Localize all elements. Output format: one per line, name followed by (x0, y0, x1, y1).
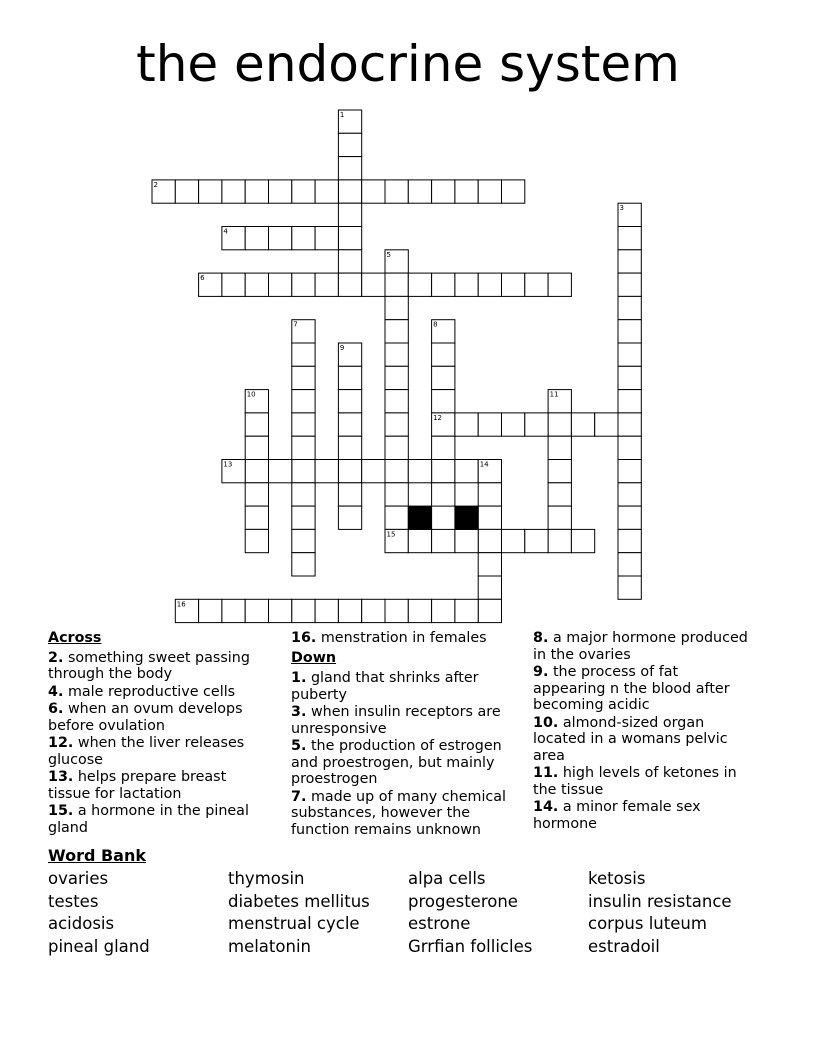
clue-number: 11 (549, 390, 559, 399)
clue-number: 7 (293, 320, 298, 329)
grid-cell[interactable] (455, 529, 478, 552)
clues-column-3 (533, 630, 755, 833)
down-clue: 3. when insulin receptors are unresponsive (291, 704, 501, 737)
across-clue: 4. male reproductive cells (48, 683, 236, 700)
word-bank-item: corpus luteum (588, 914, 707, 934)
grid-cell[interactable] (385, 343, 408, 366)
grid-block (455, 506, 478, 529)
grid-cell[interactable] (618, 366, 641, 389)
grid-cell[interactable] (385, 460, 408, 483)
down-clue: 9. the process of fat appearing n the blood after becoming acidic (533, 664, 730, 713)
grid-cell[interactable] (292, 506, 315, 529)
grid-cell[interactable] (175, 180, 198, 203)
grid-cell[interactable] (548, 529, 571, 552)
grid-cell[interactable] (478, 483, 501, 506)
grid-cell[interactable] (269, 273, 292, 296)
grid-cell[interactable] (338, 506, 361, 529)
page-title: the endocrine system (136, 35, 680, 93)
grid-cell[interactable] (338, 203, 361, 226)
grid-cell[interactable] (385, 599, 408, 622)
grid-cell[interactable] (455, 273, 478, 296)
grid-cell[interactable] (478, 553, 501, 576)
word-bank-item: acidosis (48, 914, 115, 934)
across-heading: Across (48, 630, 102, 646)
grid-cell[interactable] (408, 180, 431, 203)
grid-cell[interactable] (338, 390, 361, 413)
grid-cell[interactable] (408, 273, 431, 296)
word-bank-item: melatonin (228, 936, 311, 956)
grid-cell[interactable] (315, 599, 338, 622)
grid-cell[interactable] (525, 529, 548, 552)
grid-cell[interactable] (408, 460, 431, 483)
grid-cell[interactable] (571, 413, 594, 436)
word-bank-item: diabetes mellitus (228, 891, 370, 911)
grid-cell[interactable] (502, 273, 525, 296)
grid-cell[interactable] (618, 436, 641, 459)
grid-cell[interactable] (385, 436, 408, 459)
grid-block (408, 506, 431, 529)
word-bank-item: progesterone (408, 891, 518, 911)
grid-cell[interactable] (292, 413, 315, 436)
grid-cell[interactable] (292, 529, 315, 552)
clue-number: 16 (176, 600, 186, 609)
grid-cell[interactable] (432, 529, 455, 552)
down-clue: 11. high levels of ketones in the tissue (533, 765, 737, 798)
grid-cell[interactable] (618, 273, 641, 296)
grid-cell[interactable] (432, 366, 455, 389)
word-bank-item: ovaries (48, 869, 109, 888)
grid-cell[interactable] (432, 180, 455, 203)
clue-number: 14 (479, 460, 489, 469)
grid-cell[interactable] (385, 180, 408, 203)
clue-number: 5 (386, 250, 391, 259)
word-bank (48, 868, 788, 958)
grid-cell[interactable] (245, 273, 268, 296)
grid-cell[interactable] (432, 599, 455, 622)
across-clue: 12. when the liver releases glucose (48, 735, 245, 768)
grid-cell[interactable] (502, 529, 525, 552)
grid-cell[interactable] (292, 460, 315, 483)
grid-cell[interactable] (338, 599, 361, 622)
down-clue: 7. made up of many chemical substances, however the function remains unknown (291, 788, 507, 838)
grid-cell[interactable] (338, 460, 361, 483)
across-clue: 2. something sweet passing through the body (48, 649, 250, 682)
grid-cell[interactable] (292, 599, 315, 622)
grid-cell[interactable] (478, 180, 501, 203)
down-clue: 8. a major hormone produced in the ovaries (533, 630, 748, 663)
grid-cell[interactable] (408, 599, 431, 622)
grid-cell[interactable] (245, 506, 268, 529)
grid-cell[interactable] (385, 296, 408, 319)
grid-cell[interactable] (338, 366, 361, 389)
grid-cell[interactable] (385, 413, 408, 436)
clue-number: 6 (200, 274, 205, 283)
grid-cell[interactable] (478, 599, 501, 622)
grid-cell[interactable] (618, 553, 641, 576)
grid-cell[interactable] (432, 436, 455, 459)
clue-number: 9 (339, 344, 345, 352)
down-clue: 5. the production of estrogen and proestrogen, but mainly proestrogen (291, 738, 502, 787)
grid-cell[interactable] (245, 180, 268, 203)
grid-cell[interactable] (362, 180, 385, 203)
grid-cell[interactable] (385, 366, 408, 389)
clues-column-2 (291, 630, 513, 839)
grid-cell[interactable] (245, 436, 268, 459)
grid-cell[interactable] (245, 460, 268, 483)
down-clue: 14. a minor female sex hormone (533, 799, 701, 832)
grid-cell[interactable] (432, 390, 455, 413)
clue-number: 15 (386, 530, 396, 539)
down-clue: 10. almond-sized organ located in a womans pelvic area (533, 714, 728, 764)
grid-cell[interactable] (315, 227, 338, 250)
grid-cell[interactable] (292, 553, 315, 576)
clue-number: 1 (339, 111, 345, 119)
clue-number: 12 (433, 413, 443, 422)
word-bank-item: testes (48, 891, 99, 911)
grid-cell[interactable] (292, 227, 315, 250)
grid-cell[interactable] (455, 460, 478, 483)
grid-cell[interactable] (548, 273, 571, 296)
grid-cell[interactable] (292, 483, 315, 506)
clues-column-1 (48, 630, 270, 837)
grid-cell[interactable] (338, 157, 361, 180)
grid-cell[interactable] (269, 460, 292, 483)
word-bank-item: pineal gland (48, 936, 150, 956)
clue-number: 13 (223, 460, 233, 469)
clue-number: 3 (619, 204, 624, 213)
clue-number: 4 (223, 227, 228, 236)
grid-cell[interactable] (385, 273, 408, 296)
across-clue: 16. menstration in females (291, 630, 487, 646)
grid-cell[interactable] (478, 506, 501, 529)
clue-number: 2 (153, 180, 158, 189)
word-bank-item: estradoil (588, 936, 660, 956)
word-bank-item: Grrfian follicles (408, 936, 533, 956)
grid-cell[interactable] (571, 529, 594, 552)
grid-cell[interactable] (432, 343, 455, 366)
clue-number: 10 (246, 390, 256, 399)
grid-cell[interactable] (618, 343, 641, 366)
grid-cell[interactable] (362, 460, 385, 483)
grid-cell[interactable] (618, 413, 641, 436)
grid-cell[interactable] (245, 483, 268, 506)
grid-cell[interactable] (385, 506, 408, 529)
grid-cell[interactable] (385, 483, 408, 506)
down-heading: Down (291, 649, 337, 666)
grid-cell[interactable] (269, 180, 292, 203)
down-clue: 1. gland that shrinks after puberty (291, 670, 479, 703)
grid-cell[interactable] (502, 180, 525, 203)
grid-cell[interactable] (478, 273, 501, 296)
grid-cell[interactable] (455, 413, 478, 436)
grid-cell[interactable] (245, 413, 268, 436)
word-bank-item: ketosis (588, 869, 646, 888)
grid-cell[interactable] (548, 460, 571, 483)
grid-cell[interactable] (618, 576, 641, 599)
grid-cell[interactable] (618, 506, 641, 529)
grid-cell[interactable] (245, 599, 268, 622)
grid-cell[interactable] (292, 343, 315, 366)
grid-cell[interactable] (548, 483, 571, 506)
grid-cell[interactable] (338, 227, 361, 250)
grid-cell[interactable] (199, 599, 222, 622)
grid-cell[interactable] (618, 250, 641, 273)
grid-cell[interactable] (595, 413, 618, 436)
grid-cell[interactable] (315, 460, 338, 483)
grid-cell[interactable] (245, 529, 268, 552)
grid-cell[interactable] (222, 599, 245, 622)
grid-cell[interactable] (432, 483, 455, 506)
grid-cell[interactable] (269, 599, 292, 622)
grid-cell[interactable] (432, 460, 455, 483)
grid-cell[interactable] (548, 436, 571, 459)
grid-cell[interactable] (618, 296, 641, 319)
grid-cell[interactable] (478, 576, 501, 599)
grid-cell[interactable] (362, 273, 385, 296)
grid-cell[interactable] (548, 413, 571, 436)
grid-cell[interactable] (292, 366, 315, 389)
grid-cell[interactable] (245, 227, 268, 250)
word-bank-item: estrone (408, 914, 471, 934)
clue-number: 8 (433, 320, 438, 329)
word-bank-item: alpa cells (408, 869, 486, 888)
grid-cell[interactable] (292, 436, 315, 459)
grid-cell[interactable] (199, 180, 222, 203)
grid-cell[interactable] (315, 273, 338, 296)
grid-cell[interactable] (385, 320, 408, 343)
grid-cell[interactable] (548, 506, 571, 529)
grid-cell[interactable] (338, 413, 361, 436)
grid-cell[interactable] (292, 390, 315, 413)
word-bank-item: thymosin (228, 869, 305, 888)
grid-cell[interactable] (618, 483, 641, 506)
grid-cell[interactable] (338, 250, 361, 273)
grid-cell[interactable] (222, 273, 245, 296)
across-clue: 13. helps prepare breast tissue for lactation (48, 769, 227, 802)
grid-cell[interactable] (362, 599, 385, 622)
grid-cell[interactable] (432, 273, 455, 296)
grid-cell[interactable] (408, 529, 431, 552)
grid-cell[interactable] (338, 436, 361, 459)
grid-cell[interactable] (338, 273, 361, 296)
grid-cell[interactable] (618, 390, 641, 413)
grid-cell[interactable] (618, 529, 641, 552)
grid-cell[interactable] (502, 413, 525, 436)
grid-cell[interactable] (525, 413, 548, 436)
grid-cell[interactable] (292, 180, 315, 203)
grid-cell[interactable] (338, 133, 361, 156)
grid-cell[interactable] (618, 227, 641, 250)
word-bank-item: menstrual cycle (228, 914, 360, 934)
grid-cell[interactable] (478, 413, 501, 436)
grid-cell[interactable] (618, 320, 641, 343)
grid-cell[interactable] (478, 529, 501, 552)
grid-cell[interactable] (269, 227, 292, 250)
grid-cell[interactable] (222, 180, 245, 203)
grid-cell[interactable] (455, 599, 478, 622)
word-bank-item: insulin resistance (588, 891, 732, 911)
grid-cell[interactable] (338, 483, 361, 506)
grid-cell[interactable] (455, 180, 478, 203)
grid-cell[interactable] (315, 180, 338, 203)
grid-cell[interactable] (385, 390, 408, 413)
grid-cell[interactable] (618, 460, 641, 483)
across-clue: 15. a hormone in the pineal gland (48, 803, 249, 836)
grid-cell[interactable] (292, 273, 315, 296)
word-bank-title: Word Bank (48, 846, 147, 865)
grid-cell[interactable] (338, 180, 361, 203)
across-clue: 6. when an ovum develops before ovulation (48, 701, 243, 734)
grid-cell[interactable] (525, 273, 548, 296)
